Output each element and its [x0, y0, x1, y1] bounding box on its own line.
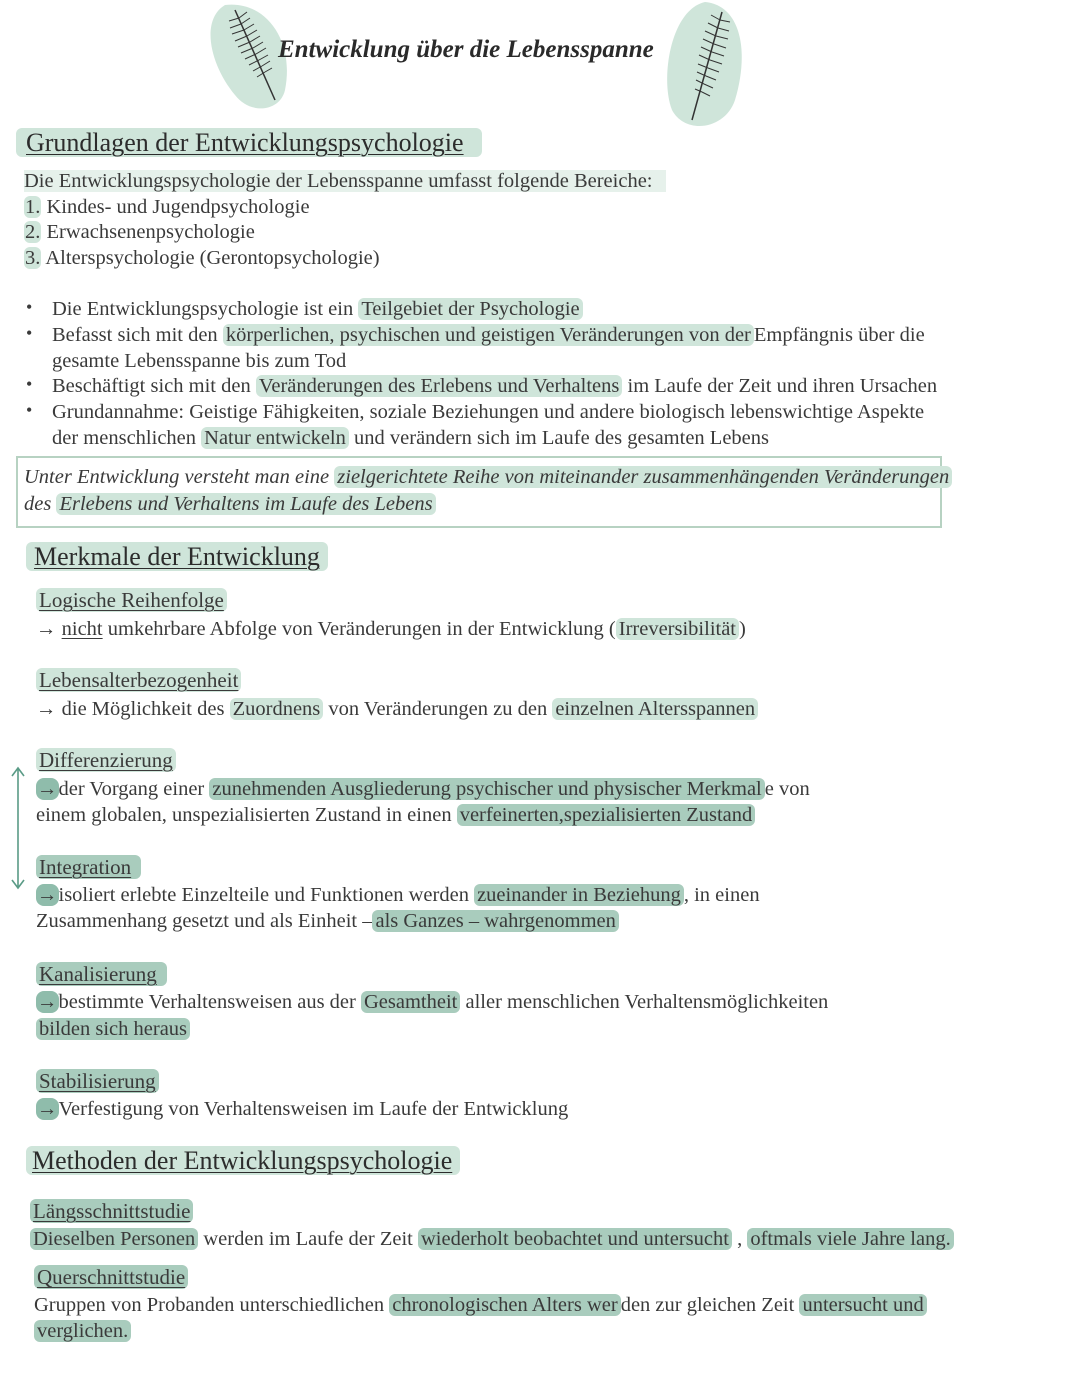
bullet-text: gesamte Lebensspanne bis zum Tod — [52, 350, 347, 372]
term-laengsschnittstudie: Längsschnittstudie — [30, 1199, 193, 1224]
bullet-dot: • — [26, 374, 33, 394]
double-arrow-vertical-icon — [10, 766, 26, 890]
term-stabilisierung: Stabilisierung — [36, 1069, 159, 1094]
list-item: 3. Alterspsychologie (Gerontopsychologie) — [25, 247, 380, 269]
term-description: Gruppen von Probanden unterschiedlichen chronologischen Alters wer den zur gleichen Zeit untersucht und — [34, 1292, 927, 1318]
term-lebensalterbezogenheit: Lebensalterbezogenheit — [36, 668, 241, 693]
bullet-text: Beschäftigt sich mit den Veränderungen des Erlebens und Verhaltens im Laufe der Zeit und ihren Ursachen — [52, 375, 938, 397]
definition-text: des Erlebens und Verhaltens im Laufe des Lebens — [24, 493, 436, 516]
bullet-text: der menschlichen Natur entwickeln und verändern sich im Laufe des gesamten Lebens — [52, 427, 769, 449]
term-description: →isoliert erlebte Einzelteile und Funktionen werden zueinander in Beziehung , in einen — [37, 884, 760, 906]
term-differenzierung: Differenzierung — [36, 748, 176, 773]
term-integration: Integration — [36, 855, 141, 880]
definition-text: Unter Entwicklung versteht man eine zielgerichtete Reihe von miteinander zusammenhängenden Veränderungen — [24, 466, 952, 489]
bullet-text: Grundannahme: Geistige Fähigkeiten, soziale Beziehungen und andere biologisch lebenswichtige Aspekte — [52, 401, 925, 423]
list-item: 2. Erwachsenenpsychologie — [25, 221, 255, 243]
term-kanalisierung: Kanalisierung — [36, 962, 167, 987]
term-description: → die Möglichkeit des Zuordnens von Veränderungen zu den einzelnen Altersspannen — [36, 696, 758, 722]
bullet-dot: • — [26, 297, 33, 317]
term-description: verglichen. — [34, 1318, 131, 1344]
term-description: →der Vorgang einer zunehmenden Ausgliederung psychischer und physischer Merkmal e von — [37, 778, 810, 800]
term-description: →Verfestigung von Verhaltensweisen im Laufe der Entwicklung — [37, 1098, 569, 1120]
term-description: einem globalen, unspezialisierten Zustand in einen verfeinerten,spezialisierten Zustand — [36, 802, 755, 828]
page-title: Entwicklung über die Lebensspanne — [278, 36, 654, 63]
bullet-dot: • — [26, 400, 33, 420]
intro-text: Die Entwicklungspsychologie der Lebensspanne umfasst folgende Bereiche: — [24, 168, 666, 194]
bullet-text: Befasst sich mit den körperlichen, psychischen und geistigen Veränderungen von der Empfängnis über die — [52, 324, 925, 346]
term-querschnittstudie: Querschnittstudie — [34, 1265, 188, 1290]
term-description: → nicht umkehrbare Abfolge von Veränderungen in der Entwicklung ( Irreversibilität ) — [36, 618, 746, 640]
term-description: →bestimmte Verhaltensweisen aus der Gesamtheit aller menschlichen Verhaltensmöglichkeiten — [37, 991, 829, 1013]
section-heading-methoden: Methoden der Entwicklungspsychologie — [26, 1146, 460, 1176]
fern-leaf-right-icon — [660, 0, 755, 135]
term-logische-reihenfolge: Logische Reihenfolge — [36, 588, 227, 613]
term-description: Dieselben Personen werden im Laufe der Zeit wiederholt beobachtet und untersucht , oftmals viele Jahre lang. — [30, 1226, 954, 1252]
term-description: bilden sich heraus — [36, 1016, 190, 1042]
section-heading-grundlagen: Grundlagen der Entwicklungspsychologie — [16, 128, 482, 158]
bullet-dot: • — [26, 323, 33, 343]
bullet-text: Die Entwicklungspsychologie ist ein Teilgebiet der Psychologie — [52, 296, 583, 322]
term-description: Zusammenhang gesetzt und als Einheit – als Ganzes – wahrgenommen — [36, 908, 619, 934]
section-heading-merkmale: Merkmale der Entwicklung — [26, 542, 328, 572]
list-item: 1. Kindes- und Jugendpsychologie — [25, 196, 310, 218]
